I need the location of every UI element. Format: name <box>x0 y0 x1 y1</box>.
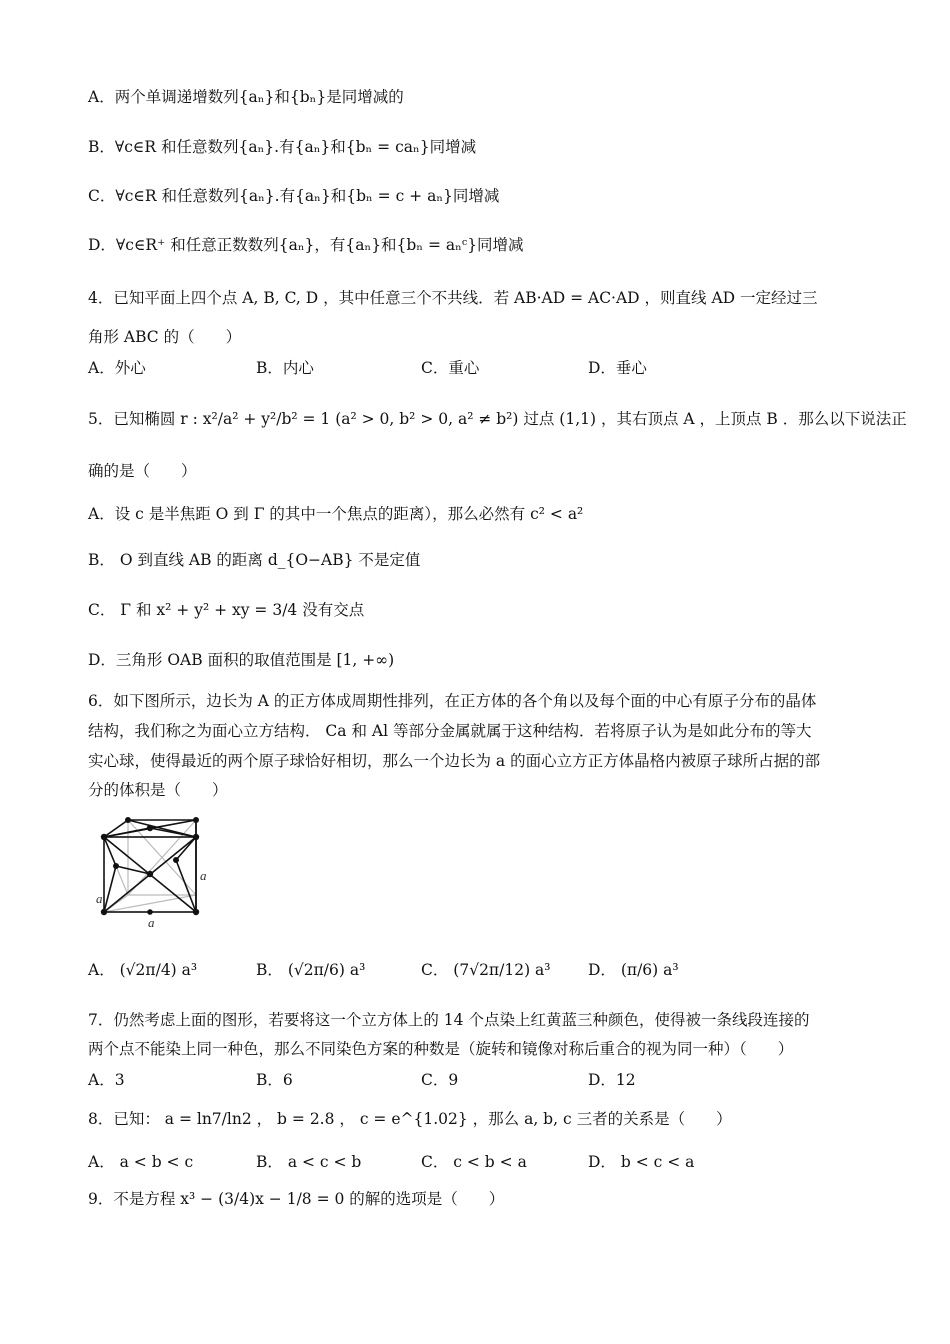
q8-option-d: D． b < c < a <box>588 1153 695 1171</box>
q6-option-d: D． (π/6) a³ <box>588 961 679 979</box>
q7-option-d: D．12 <box>588 1071 636 1089</box>
q6-option-a: A． (√2π/4) a³ <box>88 961 198 979</box>
q4-stem-line2: 角形 ABC 的（ ） <box>88 328 242 346</box>
q4-option-c: C．重心 <box>421 359 480 377</box>
q5-option-c: C． Γ 和 x² + y² + xy = 3/4 没有交点 <box>88 601 365 619</box>
q7-option-a: A．3 <box>88 1071 125 1089</box>
q6-option-c: C． (7√2π/12) a³ <box>421 961 551 979</box>
q5-option-b: B． O 到直线 AB 的距离 d_{O−AB} 不是定值 <box>88 551 421 569</box>
fcc-cube-figure <box>96 800 216 930</box>
q4-stem-line1: 4．已知平面上四个点 A, B, C, D ，其中任意三个不共线．若 AB·AD = AC·AD ，则直线 AD 一定经过三 <box>88 289 818 307</box>
q5-option-d: D．三角形 OAB 面积的取值范围是 [1, +∞) <box>88 651 395 669</box>
q6-option-b: B． (√2π/6) a³ <box>256 961 366 979</box>
q8-option-a: A． a < b < c <box>88 1153 194 1171</box>
q3-option-a: A．两个单调递增数列{aₙ}和{bₙ}是同增减的 <box>88 88 404 106</box>
q7-stem-line2: 两个点不能染上同一种色，那么不同染色方案的种数是（旋转和镜像对称后重合的视为同一种）（ ） <box>88 1040 794 1058</box>
q3-option-c: C．∀c∈R 和任意数列{aₙ}.有{aₙ}和{bₙ = c + aₙ}同增减 <box>88 187 500 205</box>
q7-option-c: C．9 <box>421 1071 459 1089</box>
q7-stem-line1: 7．仍然考虑上面的图形，若要将这一个立方体上的 14 个点染上红黄蓝三种颜色，使得被一条线段连接的 <box>88 1011 810 1029</box>
q7-option-b: B．6 <box>256 1071 293 1089</box>
q5-stem-line2: 确的是（ ） <box>88 462 197 480</box>
q6-stem-line3: 实心球，使得最近的两个原子球恰好相切，那么一个边长为 a 的面心立方正方体晶格内被原子球所占据的部 <box>88 752 821 770</box>
q4-option-b: B．内心 <box>256 359 314 377</box>
q5-option-a: A．设 c 是半焦距 O 到 Γ 的其中一个焦点的距离），那么必然有 c² < a² <box>88 505 584 523</box>
q4-option-a: A．外心 <box>88 359 146 377</box>
fig-label-bottom: a <box>148 915 155 930</box>
q6-stem-line4: 分的体积是（ ） <box>88 781 228 799</box>
q8-stem: 8．已知： a = ln7/ln2 ， b = 2.8 ， c = e^{1.02} ，那么 a, b, c 三者的关系是（ ） <box>88 1110 732 1128</box>
q3-option-d: D．∀c∈R⁺ 和任意正数数列{aₙ}，有{aₙ}和{bₙ = aₙᶜ}同增减 <box>88 236 524 254</box>
q8-option-b: B． a < c < b <box>256 1153 362 1171</box>
fig-label-left: a <box>96 891 103 906</box>
q6-stem-line1: 6．如下图所示，边长为 A 的正方体成周期性排列，在正方体的各个角以及每个面的中心有原子分布的晶体 <box>88 692 817 710</box>
q3-option-b: B．∀c∈R 和任意数列{aₙ}.有{aₙ}和{bₙ = caₙ}同增减 <box>88 138 477 156</box>
q9-stem: 9．不是方程 x³ − (3/4)x − 1/8 = 0 的解的选项是（ ） <box>88 1190 505 1208</box>
q8-option-c: C． c < b < a <box>421 1153 527 1171</box>
fig-label-right: a <box>200 868 207 883</box>
q5-stem-line1: 5．已知椭圆 r : x²/a² + y²/b² = 1 (a² > 0, b² > 0, a² ≠ b²) 过点 (1,1) ，其右顶点 A ，上顶点 B ．那么以下说法正 <box>88 410 907 428</box>
q6-stem-line2: 结构，我们称之为面心立方结构． Ca 和 Al 等部分金属就属于这种结构．若将原子认为是如此分布的等大 <box>88 722 812 740</box>
q4-option-d: D．垂心 <box>588 359 647 377</box>
